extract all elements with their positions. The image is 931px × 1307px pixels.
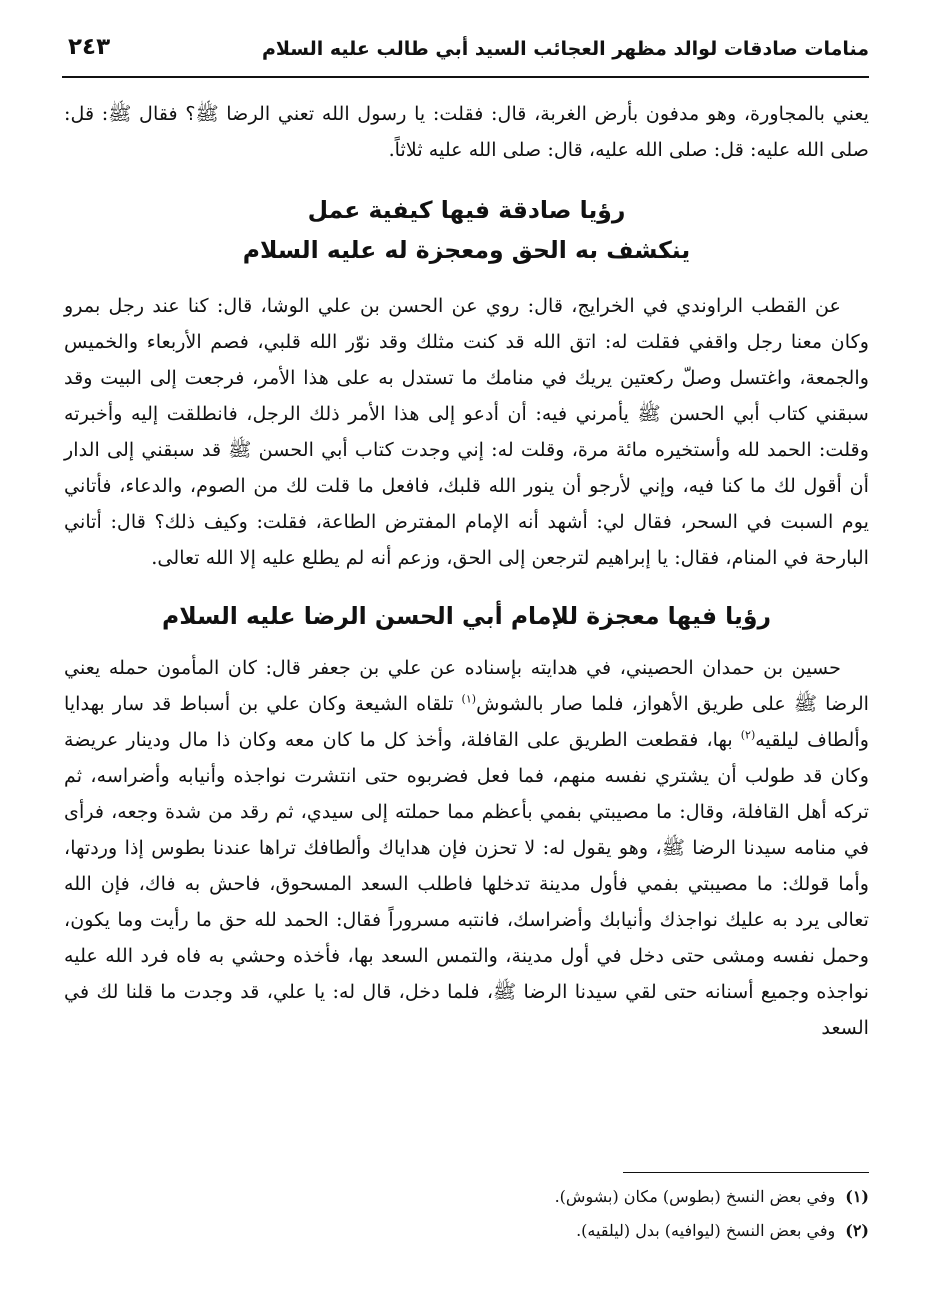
section2-title: رؤيا فيها معجزة للإمام أبي الحسن الرضا عليه السلام <box>162 602 771 630</box>
section2-text-c: بها، فقطعت الطريق على القافلة، وأخذ كل ما كان معه وكان ذا مال ودينار عريضة وكان قد طولب أن يشتري نفسه منهم، فما فعل فضربوه حتى انتشرت نواجذه وأنيابه وأضراسه، ثم تركه أهل القافلة، وقال: ما مصيبتي بفمي بأعظم مما حملته إلى سيدي، ثم رقد من شدة وجعه، فرأى في منامه سيدنا الرضا ﷺ، وهو يقول له: لا تحزن فإن هداياك وألطافك تراها عندنا بطوس إذا وردتها، وأما قولك: ما مصيبتي بفمي فأول مدينة تدخلها فاطلب السعد المسحوق، فاحش به فاك، فإن الله تعالى يرد به عليك نواجذك وأنيابك وأضراسك، فانتبه مسروراً فقال: الحمد لله حق ما رأيت وما يكون، وحمل نفسه ومشى حتى دخل في أول مدينة، والتمس السعد بها، فأخذه وحشي به فاه فرد الله عليه نواجذه وجميع أسنانه حتى لقي سيدنا الرضا ﷺ، فلما دخل، قال له: يا علي، قد وجدت ما قلنا لك في السعد <box>64 728 869 1039</box>
section2-heading <box>64 596 869 636</box>
page-number: ٢٤٣ <box>68 34 111 60</box>
footnote-text: وفي بعض النسخ (ليوافيه) بدل (ليلقيه). <box>576 1221 836 1240</box>
footnote-ref-2[interactable]: (٢) <box>740 728 756 742</box>
footnote-item <box>64 1180 869 1214</box>
footnote-mark: (٢) <box>845 1221 869 1240</box>
section1-title-line2: ينكشف به الحق ومعجزة له عليه السلام <box>242 236 691 264</box>
footnote-text: وفي بعض النسخ (بطوس) مكان (بشوش). <box>554 1187 836 1206</box>
page-body <box>64 96 869 1046</box>
footnote-mark: (١) <box>845 1187 869 1206</box>
footnotes <box>64 1180 869 1248</box>
section2-paragraph <box>64 650 869 1046</box>
section1-heading <box>64 190 869 270</box>
section1-paragraph: عن القطب الراوندي في الخرايج، قال: روي عن الحسن بن علي الوشا، قال: كنا عند رجل بمرو وكان معنا رجل واقفي فقلت له: اتق الله قد كنت مثلك وقد نوّر الله قلبي، فصم الأربعاء والخميس والجمعة، واغتسل وصلّ ركعتين يريك في منامك ما تستدل به على هذا الأمر، فرجعت إلى البيت وقد سبقني كتاب أبي الحسن ﷺ يأمرني فيه: أن أدعو إلى هذا الأمر ذلك الرجل، فانطلقت إليه وأخبرته وقلت: الحمد لله وأستخيره مائة مرة، وقلت له: إني وجدت كتاب أبي الحسن ﷺ قد سبقني إلى الدار أن أقول لك ما كنا فيه، وإني لأرجو أن ينور الله قلبك، فافعل ما قلت لك من الصوم، والدعاء، فأتاني يوم السبت في السحر، فقال لي: أشهد أنه الإمام المفترض الطاعة، فقلت: وكيف ذلك؟ قال: أتاني البارحة في المنام، فقال: يا إبراهيم لترجعن إلى الحق، وزعم أنه لم يطلع عليه إلا الله تعالى. <box>64 294 869 569</box>
intro-paragraph: يعني بالمجاورة، وهو مدفون بأرض الغربة، قال: فقلت: يا رسول الله تعني الرضا ﷺ؟ فقال ﷺ: قل: صلى الله عليه: قل: صلى الله عليه، قال: صلى الله عليه ثلاثاً. <box>64 102 869 161</box>
section1-title-line1: رؤيا صادقة فيها كيفية عمل <box>307 196 626 224</box>
footnote-item <box>64 1214 869 1248</box>
footnote-ref-1[interactable]: (١) <box>461 692 477 706</box>
footnote-divider <box>623 1172 869 1173</box>
running-title: منامات صادقات لوالد مظهر العجائب السيد أبي طالب عليه السلام <box>261 38 869 60</box>
section2-text-b: تلقاه الشيعة وكان علي بن أسباط قد سار بهدايا وألطاف ليلقيه <box>64 692 869 751</box>
section2-text-a: حسين بن حمدان الحصيني، في هدايته بإسناده عن علي بن جعفر قال: كان المأمون حمله يعني الرضا ﷺ على طريق الأهواز، فلما صار بالشوش <box>64 656 870 715</box>
page-header <box>62 28 869 78</box>
